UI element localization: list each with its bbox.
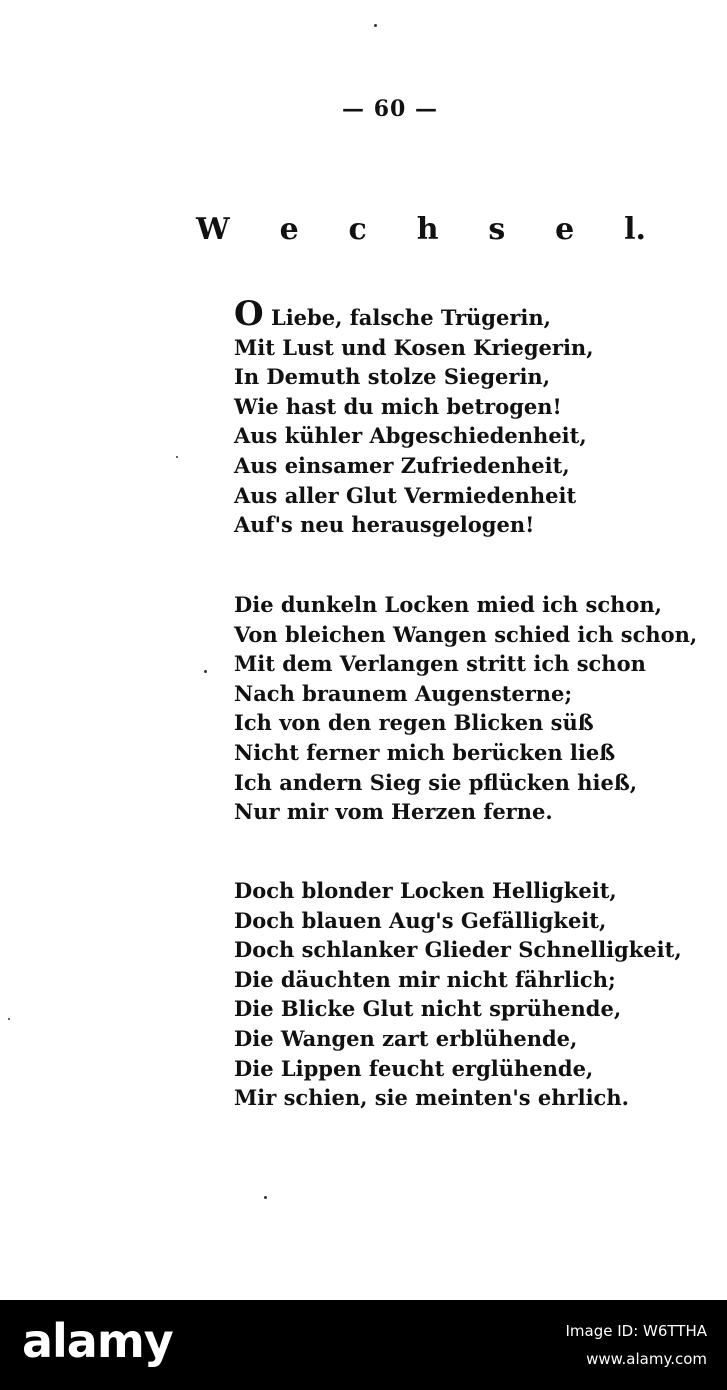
poem-line: Ich andern Sieg sie pflücken hieß,: [234, 769, 638, 795]
poem-line: Die Lippen feucht erglühende,: [234, 1055, 594, 1081]
poem-line: Doch blonder Locken Helligkeit,: [234, 878, 617, 903]
title-letter: W: [196, 212, 230, 247]
poem-line: Ich von den regen Blicken süß: [234, 710, 594, 736]
poem-title: [196, 212, 646, 247]
title-letter: l.: [624, 212, 646, 247]
poem-line: Nicht ferner mich berücken ließ: [234, 739, 616, 765]
drop-cap: O: [234, 294, 264, 334]
poem-line: Auf's neu herausgelogen!: [234, 512, 535, 538]
poem-line: Aus kühler Abgeschiedenheit,: [234, 423, 587, 449]
paper-speck: [8, 1018, 10, 1020]
paper-speck: [374, 24, 377, 27]
poem-line: Mit dem Verlangen stritt ich schon: [234, 651, 646, 677]
title-letter: e: [279, 212, 299, 247]
stanza-1: [234, 294, 704, 540]
stanza-3: [234, 876, 704, 1113]
page-number: — 60 —: [342, 96, 438, 122]
watermark-bar: [0, 1300, 727, 1390]
poem-line-text: Liebe, falsche Trügerin,: [270, 305, 551, 330]
title-letter: e: [555, 212, 575, 247]
poem-line: Aus einsamer Zufriedenheit,: [234, 452, 570, 478]
poem-line: In Demuth stolze Siegerin,: [234, 364, 551, 390]
paper-speck: [204, 670, 207, 673]
poem-line: Von bleichen Wangen schied ich schon,: [234, 621, 698, 647]
site-url: www.alamy.com: [586, 1350, 707, 1368]
title-letter: s: [488, 212, 506, 247]
poem-line: Die däuchten mir nicht fährlich;: [234, 966, 616, 992]
alamy-logo: alamy: [22, 1314, 173, 1368]
poem-line: Wie hast du mich betrogen!: [234, 393, 562, 419]
stanza-2: [234, 590, 704, 827]
image-id-label: Image ID: W6TTHA: [565, 1322, 707, 1340]
poem-line: Mir schien, sie meinten's ehrlich.: [234, 1085, 629, 1111]
poem-line: Die Blicke Glut nicht sprühende,: [234, 996, 622, 1022]
title-letter: h: [416, 212, 439, 247]
poem-line: Doch blauen Aug's Gefälligkeit,: [234, 907, 607, 933]
poem-line: Die Wangen zart erblühende,: [234, 1025, 578, 1051]
title-letter: c: [348, 212, 367, 247]
poem-line: Doch schlanker Glieder Schnelligkeit,: [234, 937, 682, 963]
paper-speck: [264, 1196, 267, 1199]
poem-line: Aus aller Glut Vermiedenheit: [234, 482, 577, 508]
poem-line: Nach braunem Augensterne;: [234, 680, 573, 706]
poem-line: Mit Lust und Kosen Kriegerin,: [234, 334, 594, 360]
poem-line: Nur mir vom Herzen ferne.: [234, 799, 553, 825]
poem-line: Die dunkeln Locken mied ich schon,: [234, 592, 662, 617]
poem-line: [234, 294, 704, 334]
paper-speck: [176, 456, 178, 458]
